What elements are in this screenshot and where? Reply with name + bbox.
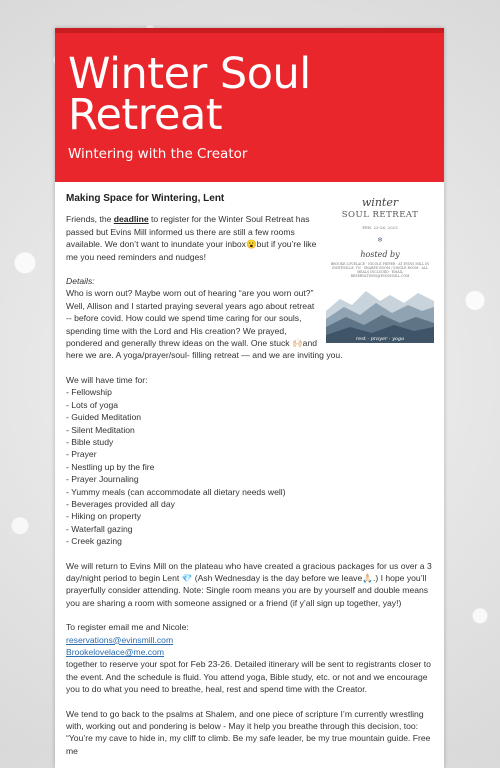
activity-item: - Silent Meditation [66,424,434,436]
details-paragraph: Who is worn out? Maybe worn out of hearing “are you worn out?” Well, Allison and I started praying several years ago about retreat -- before covid. How could we spend time caring for our souls, spending time with the Lord and His creation? We prayed, pondered and generally threw ideas on the wall. One stuck 🙌🏻and here we are. A yoga/prayer/soul- filling retreat — and we are inviting you. [66,288,343,361]
article-body [55,182,444,757]
retreat-flyer-image[interactable] [326,193,434,343]
flyer-bottom-words: rest · prayer · yoga [355,336,405,342]
activity-item: - Beverages provided all day [66,498,434,510]
email-link-brooke[interactable]: Brookelovelace@me.com [66,647,165,657]
deadline-link[interactable]: deadline [113,214,149,225]
activity-item: - Fellowship [66,386,434,398]
activity-item: - Yummy meals (can accommodate all dietary needs well) [66,486,434,498]
activity-item: - Lots of yoga [66,399,434,411]
activity-item: - Bible study [66,436,434,448]
activity-item: - Guided Meditation [66,411,434,423]
psalm-paragraph: We tend to go back to the psalms at Shalem, and one piece of scripture I’m currently wrestling with, working out and pondering is below - May it help you breathe through this decision, too: “You’re my cave to hide in, my cliff to climb. Be my safe leader, be my true mountain guide. Free me [66,708,431,756]
intro-text-after: to register for the Winter Soul Retreat has passed but Evins Mill informed us there are still a few rooms available. We don’t want to inundate your inbox😮but if you’re like me you need reminders and nudges! [66,214,317,262]
snowflake-icon: ❄ [377,236,383,245]
page-title [68,49,444,140]
newsletter-card [55,28,444,768]
details-label: Details: [66,276,95,287]
register-label: To register email me and Nicole: [66,622,189,633]
activities-list [66,386,434,547]
flyer-word-winter: winter [361,196,399,209]
activity-item: - Hiking on property [66,510,434,522]
flyer-hosts: BROOKE LOVELACE · NICOLE PIEPER · AT EVINS MILL IN SMITHVILLE, TN · SHARED ROOM / SINGLE ROOM · ALL MEALS INCLUDED · EMAIL RESERVATIONS@EVINSMILL.COM [330,262,430,279]
title-line-1: Winter Soul [68,49,311,99]
email-link-evinsmill[interactable]: reservations@evinsmill.com [66,634,174,645]
activity-item: - Creek gazing [66,535,434,547]
flyer-hosted-by: hosted by [360,249,400,259]
mountain-illustration [326,281,434,343]
activity-item: - Prayer [66,448,434,460]
flyer-dates: FEB. 23-26, 2023 [362,224,398,230]
section-title: Making Space for Wintering, Lent [66,193,225,204]
intro-text-before: Friends, the [66,214,114,225]
flyer-title: SOUL RETREAT [341,210,419,221]
header-banner [55,28,444,182]
activity-item: - Waterfall gazing [66,523,434,535]
activity-item: - Prayer Journaling [66,473,434,485]
activity-item: - Nestling up by the fire [66,461,434,473]
page-subtitle: Wintering with the Creator [68,146,248,162]
activities-intro: We will have time for: [66,374,148,385]
return-paragraph: We will return to Evins Mill on the plateau who have created a gracious packages for us over a 3 day/night period to begin Lent 💎 (Ash Wednesday is the day before we leave🙏🏻.) I hope you’ll prayerfully consider attending. Note: Single room means you are by yourself and double means you are sharing a room with someone assigned or a friend (if y’all sign up together, yay!) [66,560,432,608]
title-line-2: Retreat [68,90,223,140]
register-paragraph: together to reserve your spot for Feb 23-26. Detailed itinerary will be sent to registrants closer to the event. And the schedule is fluid. You attend yoga, Bible study, etc. or not and we encourage you to do what you need to breathe, heal, rest and spend time with the Creator. [66,659,431,695]
